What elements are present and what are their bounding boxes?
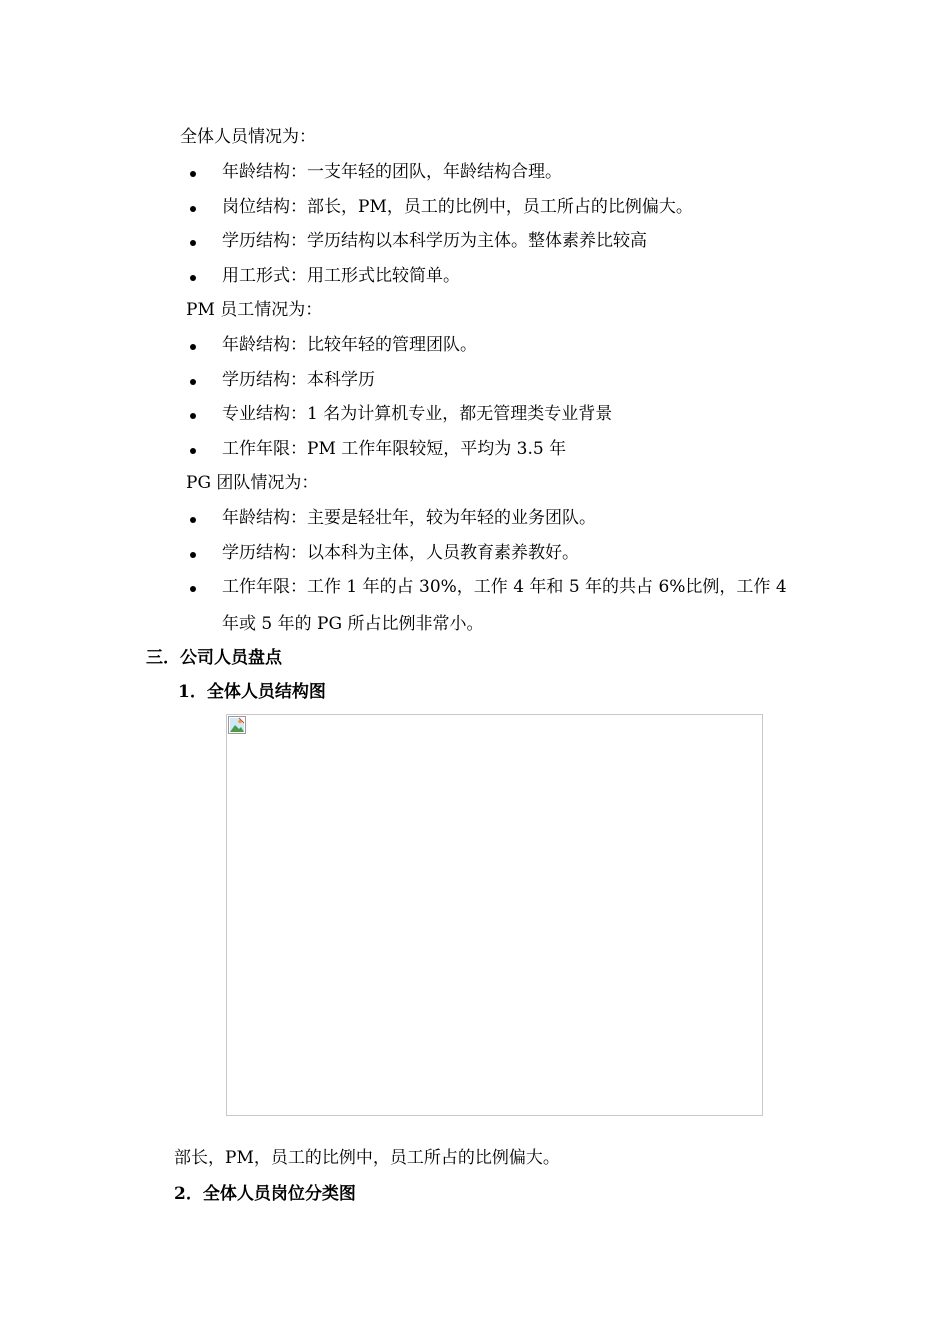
bullet-icon [190,379,196,385]
section-heading: 三．公司人员盘点 [146,648,282,668]
overall-item-education: 学历结构：学历结构以本科学历为主体。整体素养比较高 [222,231,647,251]
bullet-icon [190,344,196,350]
bullet-icon [190,275,196,281]
pm-item-tenure: 工作年限：PM 工作年限较短，平均为 3.5 年 [222,439,567,459]
pg-item-age: 年龄结构：主要是轻壮年，较为年轻的业务团队。 [222,508,596,528]
pm-title: PM 员工情况为： [186,300,323,320]
pm-item-age: 年龄结构：比较年轻的管理团队。 [222,335,477,355]
overall-item-position: 岗位结构：部长，PM，员工的比例中，员工所占的比例偏大。 [222,197,693,217]
pm-item-major: 专业结构：1 名为计算机专业，都无管理类专业背景 [222,404,613,424]
subsection-heading-position: 2．全体人员岗位分类图 [174,1184,356,1204]
overall-title: 全体人员情况为： [180,127,316,147]
broken-image-icon [228,716,246,734]
bullet-icon [190,552,196,558]
bullet-icon [190,206,196,212]
bullet-icon [190,517,196,523]
pg-item-tenure: 工作年限：工作 1 年的占 30%，工作 4 年和 5 年的共占 6%比例，工作 4 [222,577,787,597]
structure-chart-caption: 部长，PM，员工的比例中，员工所占的比例偏大。 [174,1148,560,1168]
structure-chart-image [226,714,763,1116]
bullet-icon [190,171,196,177]
overall-item-employment: 用工形式：用工形式比较简单。 [222,266,460,286]
pg-title: PG 团队情况为： [186,473,319,493]
subsection-heading-structure: 1．全体人员结构图 [178,682,326,702]
pg-item-education: 学历结构：以本科为主体，人员教育素养教好。 [222,543,579,563]
bullet-icon [190,586,196,592]
pg-item-tenure-continuation: 年或 5 年的 PG 所占比例非常小。 [222,614,484,634]
bullet-icon [190,448,196,454]
bullet-icon [190,240,196,246]
bullet-icon [190,413,196,419]
overall-item-age: 年龄结构：一支年轻的团队，年龄结构合理。 [222,162,562,182]
pm-item-education: 学历结构：本科学历 [222,370,375,390]
